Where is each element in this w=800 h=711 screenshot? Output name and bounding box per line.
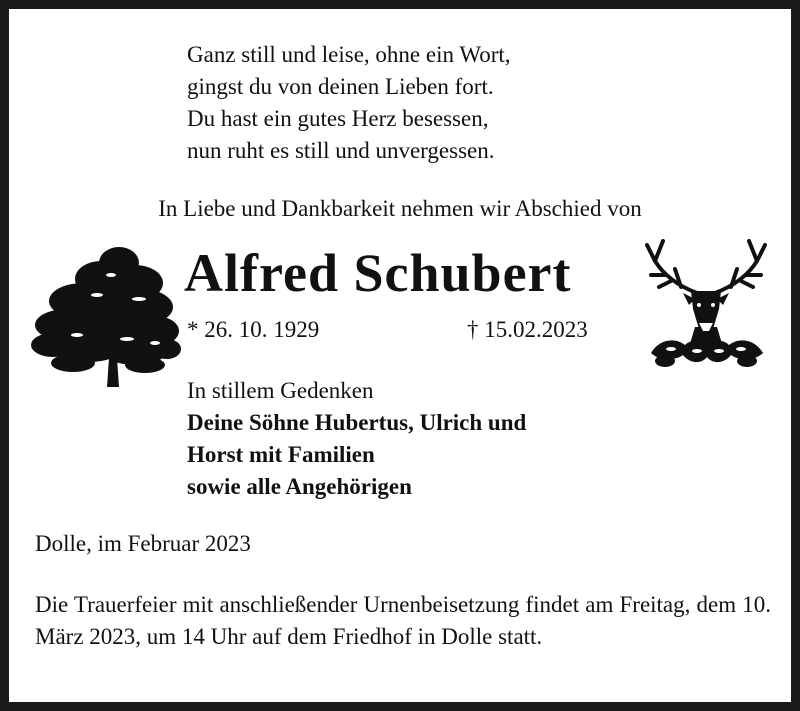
- poem-line: nun ruht es still und unvergessen.: [187, 138, 495, 163]
- mourners-line: sowie alle Angehörigen: [187, 474, 412, 499]
- tree-icon: [27, 239, 183, 389]
- service-notice: Die Trauerfeier mit anschließender Urnenbeisetzung findet am Freitag, dem 10. März 2023, um 14 Uhr auf dem Friedhof in Dolle statt.: [35, 592, 771, 649]
- farewell-intro: In Liebe und Dankbarkeit nehmen wir Abschied von: [158, 196, 642, 221]
- deer-head-icon: [641, 235, 771, 371]
- poem: [187, 39, 511, 167]
- place-and-date: Dolle, im Februar 2023: [35, 531, 251, 556]
- mourners: [187, 375, 526, 503]
- poem-line: gingst du von deinen Lieben fort.: [187, 74, 494, 99]
- death-date: † 15.02.2023: [467, 317, 588, 342]
- mourners-line: Deine Söhne Hubertus, Ulrich und: [187, 410, 527, 435]
- mourners-heading: In stillem Gedenken: [187, 378, 374, 403]
- mourners-line: Horst mit Familien: [187, 442, 375, 467]
- poem-line: Ganz still und leise, ohne ein Wort,: [187, 42, 511, 67]
- birth-date: * 26. 10. 1929: [187, 317, 320, 342]
- poem-line: Du hast ein gutes Herz besessen,: [187, 106, 489, 131]
- deceased-name: Alfred Schubert: [184, 243, 572, 303]
